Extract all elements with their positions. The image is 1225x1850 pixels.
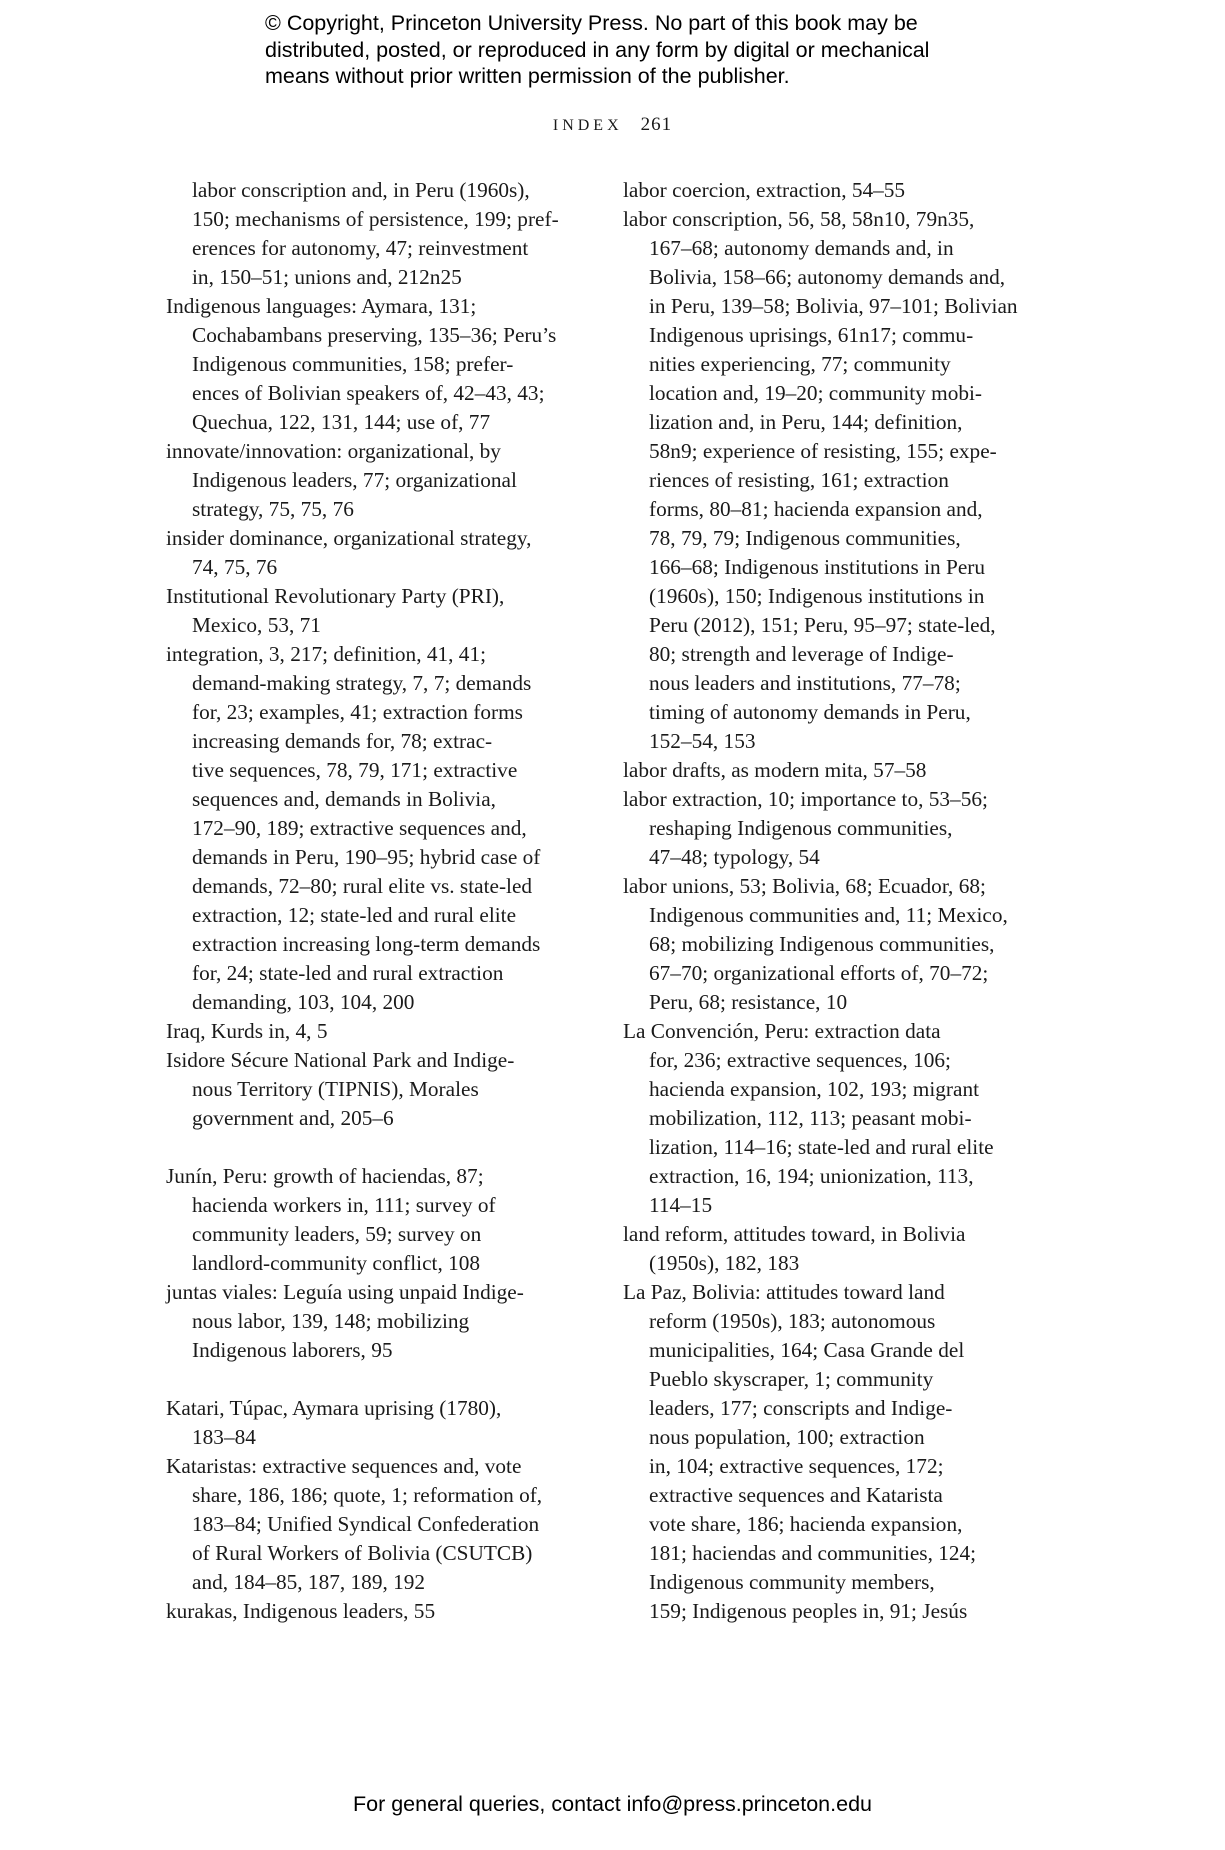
index-entry-heading: kurakas, Indigenous leaders, 55 (166, 1599, 436, 1623)
index-subentry-line: nous Territory (TIPNIS), Morales (192, 1077, 479, 1101)
index-subentry-line: 181; haciendas and communities, 124; (649, 1541, 977, 1565)
index-subentry-line: 166–68; Indigenous institutions in Peru (649, 555, 986, 579)
index-subentry-line: extractive sequences and Katarista (649, 1483, 943, 1507)
index-subentry-line: lization, 114–16; state-led and rural elite (649, 1135, 994, 1159)
index-subentry-line: strategy, 75, 75, 76 (192, 497, 354, 521)
index-entry-heading: land reform, attitudes toward, in Bolivia (623, 1222, 966, 1246)
index-entry-heading: La Paz, Bolivia: attitudes toward land (623, 1280, 945, 1304)
index-subentry-line: Quechua, 122, 131, 144; use of, 77 (192, 410, 491, 434)
index-subentry-line: in, 104; extractive sequences, 172; (649, 1454, 944, 1478)
index-subentry-line: Bolivia, 158–66; autonomy demands and, (649, 265, 1006, 289)
index-subentry-line: extraction increasing long-term demands (192, 932, 541, 956)
index-subentry-line: location and, 19–20; community mobi- (649, 381, 983, 405)
index-subentry-line: nous labor, 139, 148; mobilizing (192, 1309, 470, 1333)
index-subentry-line: 172–90, 189; extractive sequences and, (192, 816, 527, 840)
index-subentry-line: Cochabambans preserving, 135–36; Peru’s (192, 323, 557, 347)
index-subentry-line: for, 24; state-led and rural extraction (192, 961, 504, 985)
index-column-left (166, 176, 596, 1626)
index-entry-heading: labor drafts, as modern mita, 57–58 (623, 758, 927, 782)
index-subentry-line: timing of autonomy demands in Peru, (649, 700, 971, 724)
index-subentry-line: landlord-community conflict, 108 (192, 1251, 481, 1275)
index-subentry-line: 114–15 (649, 1193, 713, 1217)
index-subentry-line: 152–54, 153 (649, 729, 756, 753)
index-subentry-line: nous leaders and institutions, 77–78; (649, 671, 961, 695)
index-subentry-line: (1950s), 182, 183 (649, 1251, 800, 1275)
index-subentry-line: reshaping Indigenous communities, (649, 816, 953, 840)
index-subentry-line: mobilization, 112, 113; peasant mobi- (649, 1106, 972, 1130)
index-subentry-line: 68; mobilizing Indigenous communities, (649, 932, 995, 956)
index-subentry-line: nities experiencing, 77; community (649, 352, 951, 376)
index-subentry-line: tive sequences, 78, 79, 171; extractive (192, 758, 518, 782)
index-entry-heading: labor unions, 53; Bolivia, 68; Ecuador, 68; (623, 874, 986, 898)
index-subentry-line: municipalities, 164; Casa Grande del (649, 1338, 965, 1362)
index-entry-heading: juntas viales: Leguía using unpaid Indige- (166, 1280, 524, 1304)
index-subentry-line: 78, 79, 79; Indigenous communities, (649, 526, 961, 550)
index-entry-heading: Institutional Revolutionary Party (PRI), (166, 584, 505, 608)
running-head (0, 114, 1225, 136)
copyright-line: © Copyright, Princeton University Press. No part of this book may be (265, 11, 918, 35)
letter-group-spacer (166, 1133, 596, 1162)
index-subentry-line: Pueblo skyscraper, 1; community (649, 1367, 934, 1391)
index-entry-heading: labor coercion, extraction, 54–55 (623, 178, 906, 202)
index-subentry-line: 58n9; experience of resisting, 155; expe- (649, 439, 997, 463)
index-entry-heading: innovate/innovation: organizational, by (166, 439, 501, 463)
index-subentry-line: Indigenous laborers, 95 (192, 1338, 393, 1362)
index-entry-heading: Kataristas: extractive sequences and, vote (166, 1454, 522, 1478)
index-entry-heading: Indigenous languages: Aymara, 131; (166, 294, 477, 318)
index-subentry-line: leaders, 177; conscripts and Indige- (649, 1396, 953, 1420)
index-subentry-line: for, 23; examples, 41; extraction forms (192, 700, 523, 724)
index-column-right (623, 176, 1053, 1626)
index-subentry-line: 183–84 (192, 1425, 256, 1449)
index-subentry-line: hacienda expansion, 102, 193; migrant (649, 1077, 980, 1101)
index-subentry-line: 167–68; autonomy demands and, in (649, 236, 954, 260)
index-subentry-line: 150; mechanisms of persistence, 199; pref- (192, 207, 559, 231)
index-subentry-line: Peru, 68; resistance, 10 (649, 990, 848, 1014)
index-subentry-line: 74, 75, 76 (192, 555, 278, 579)
index-entry-heading: insider dominance, organizational strategy, (166, 526, 532, 550)
index-subentry-line: of Rural Workers of Bolivia (CSUTCB) (192, 1541, 533, 1565)
index-subentry-line: erences for autonomy, 47; reinvestment (192, 236, 529, 260)
index-subentry-line: demand-making strategy, 7, 7; demands (192, 671, 532, 695)
index-subentry-line: in, 150–51; unions and, 212n25 (192, 265, 462, 289)
index-subentry-line: sequences and, demands in Bolivia, (192, 787, 497, 811)
letter-group-spacer (166, 1365, 596, 1394)
index-subentry-line: 80; strength and leverage of Indige- (649, 642, 954, 666)
index-subentry-line: increasing demands for, 78; extrac- (192, 729, 493, 753)
index-subentry-line: 183–84; Unified Syndical Confederation (192, 1512, 540, 1536)
index-subentry-line: Indigenous community members, (649, 1570, 935, 1594)
index-entry-heading: La Convención, Peru: extraction data (623, 1019, 941, 1043)
index-subentry-line: 159; Indigenous peoples in, 91; Jesús (649, 1599, 968, 1623)
index-subentry-line: share, 186, 186; quote, 1; reformation of, (192, 1483, 543, 1507)
index-subentry-line: demands, 72–80; rural elite vs. state-led (192, 874, 533, 898)
index-subentry-line: ences of Bolivian speakers of, 42–43, 43; (192, 381, 545, 405)
index-entry-heading: labor conscription, 56, 58, 58n10, 79n35, (623, 207, 975, 231)
index-entry-heading: Katari, Túpac, Aymara uprising (1780), (166, 1396, 502, 1420)
index-entry-heading: labor extraction, 10; importance to, 53–56; (623, 787, 988, 811)
index-subentry-line: Indigenous communities, 158; prefer- (192, 352, 514, 376)
index-subentry-line: reform (1950s), 183; autonomous (649, 1309, 936, 1333)
index-subentry-line: Indigenous communities and, 11; Mexico, (649, 903, 1008, 927)
index-subentry-line: hacienda workers in, 111; survey of (192, 1193, 496, 1217)
index-subentry-line: vote share, 186; hacienda expansion, (649, 1512, 963, 1536)
index-subentry-line: Indigenous uprisings, 61n17; commu- (649, 323, 974, 347)
index-subentry-line: labor conscription and, in Peru (1960s), (192, 178, 530, 202)
index-subentry-line: 47–48; typology, 54 (649, 845, 820, 869)
index-subentry-line: lization and, in Peru, 144; definition, (649, 410, 963, 434)
index-subentry-line: demands in Peru, 190–95; hybrid case of (192, 845, 541, 869)
index-subentry-line: Mexico, 53, 71 (192, 613, 321, 637)
index-subentry-line: government and, 205–6 (192, 1106, 394, 1130)
copyright-line: distributed, posted, or reproduced in any form by digital or mechanical (265, 37, 930, 62)
index-subentry-line: Indigenous leaders, 77; organizational (192, 468, 517, 492)
index-entry-heading: Isidore Sécure National Park and Indige- (166, 1048, 515, 1072)
index-subentry-line: in Peru, 139–58; Bolivia, 97–101; Bolivian (649, 294, 1018, 318)
index-subentry-line: extraction, 16, 194; unionization, 113, (649, 1164, 974, 1188)
copyright-notice (265, 10, 1025, 90)
index-subentry-line: riences of resisting, 161; extraction (649, 468, 949, 492)
index-subentry-line: demanding, 103, 104, 200 (192, 990, 415, 1014)
index-subentry-line: extraction, 12; state-led and rural elite (192, 903, 517, 927)
index-subentry-line: nous population, 100; extraction (649, 1425, 925, 1449)
footer-contact: For general queries, contact info@press.princeton.edu (352, 1792, 872, 1816)
running-head-title: INDEX (552, 117, 623, 134)
index-subentry-line: forms, 80–81; hacienda expansion and, (649, 497, 983, 521)
index-entry-heading: Junín, Peru: growth of haciendas, 87; (166, 1164, 484, 1188)
index-subentry-line: and, 184–85, 187, 189, 192 (192, 1570, 426, 1594)
index-subentry-line: 67–70; organizational efforts of, 70–72; (649, 961, 989, 985)
copyright-line: means without prior written permission of the publisher. (265, 64, 790, 88)
index-subentry-line: community leaders, 59; survey on (192, 1222, 482, 1246)
index-subentry-line: (1960s), 150; Indigenous institutions in (649, 584, 985, 608)
index-entry-heading: integration, 3, 217; definition, 41, 41; (166, 642, 487, 666)
index-subentry-line: for, 236; extractive sequences, 106; (649, 1048, 951, 1072)
index-entry-heading: Iraq, Kurds in, 4, 5 (166, 1019, 328, 1043)
page-number: 261 (640, 114, 673, 135)
index-subentry-line: Peru (2012), 151; Peru, 95–97; state-led, (649, 613, 996, 637)
